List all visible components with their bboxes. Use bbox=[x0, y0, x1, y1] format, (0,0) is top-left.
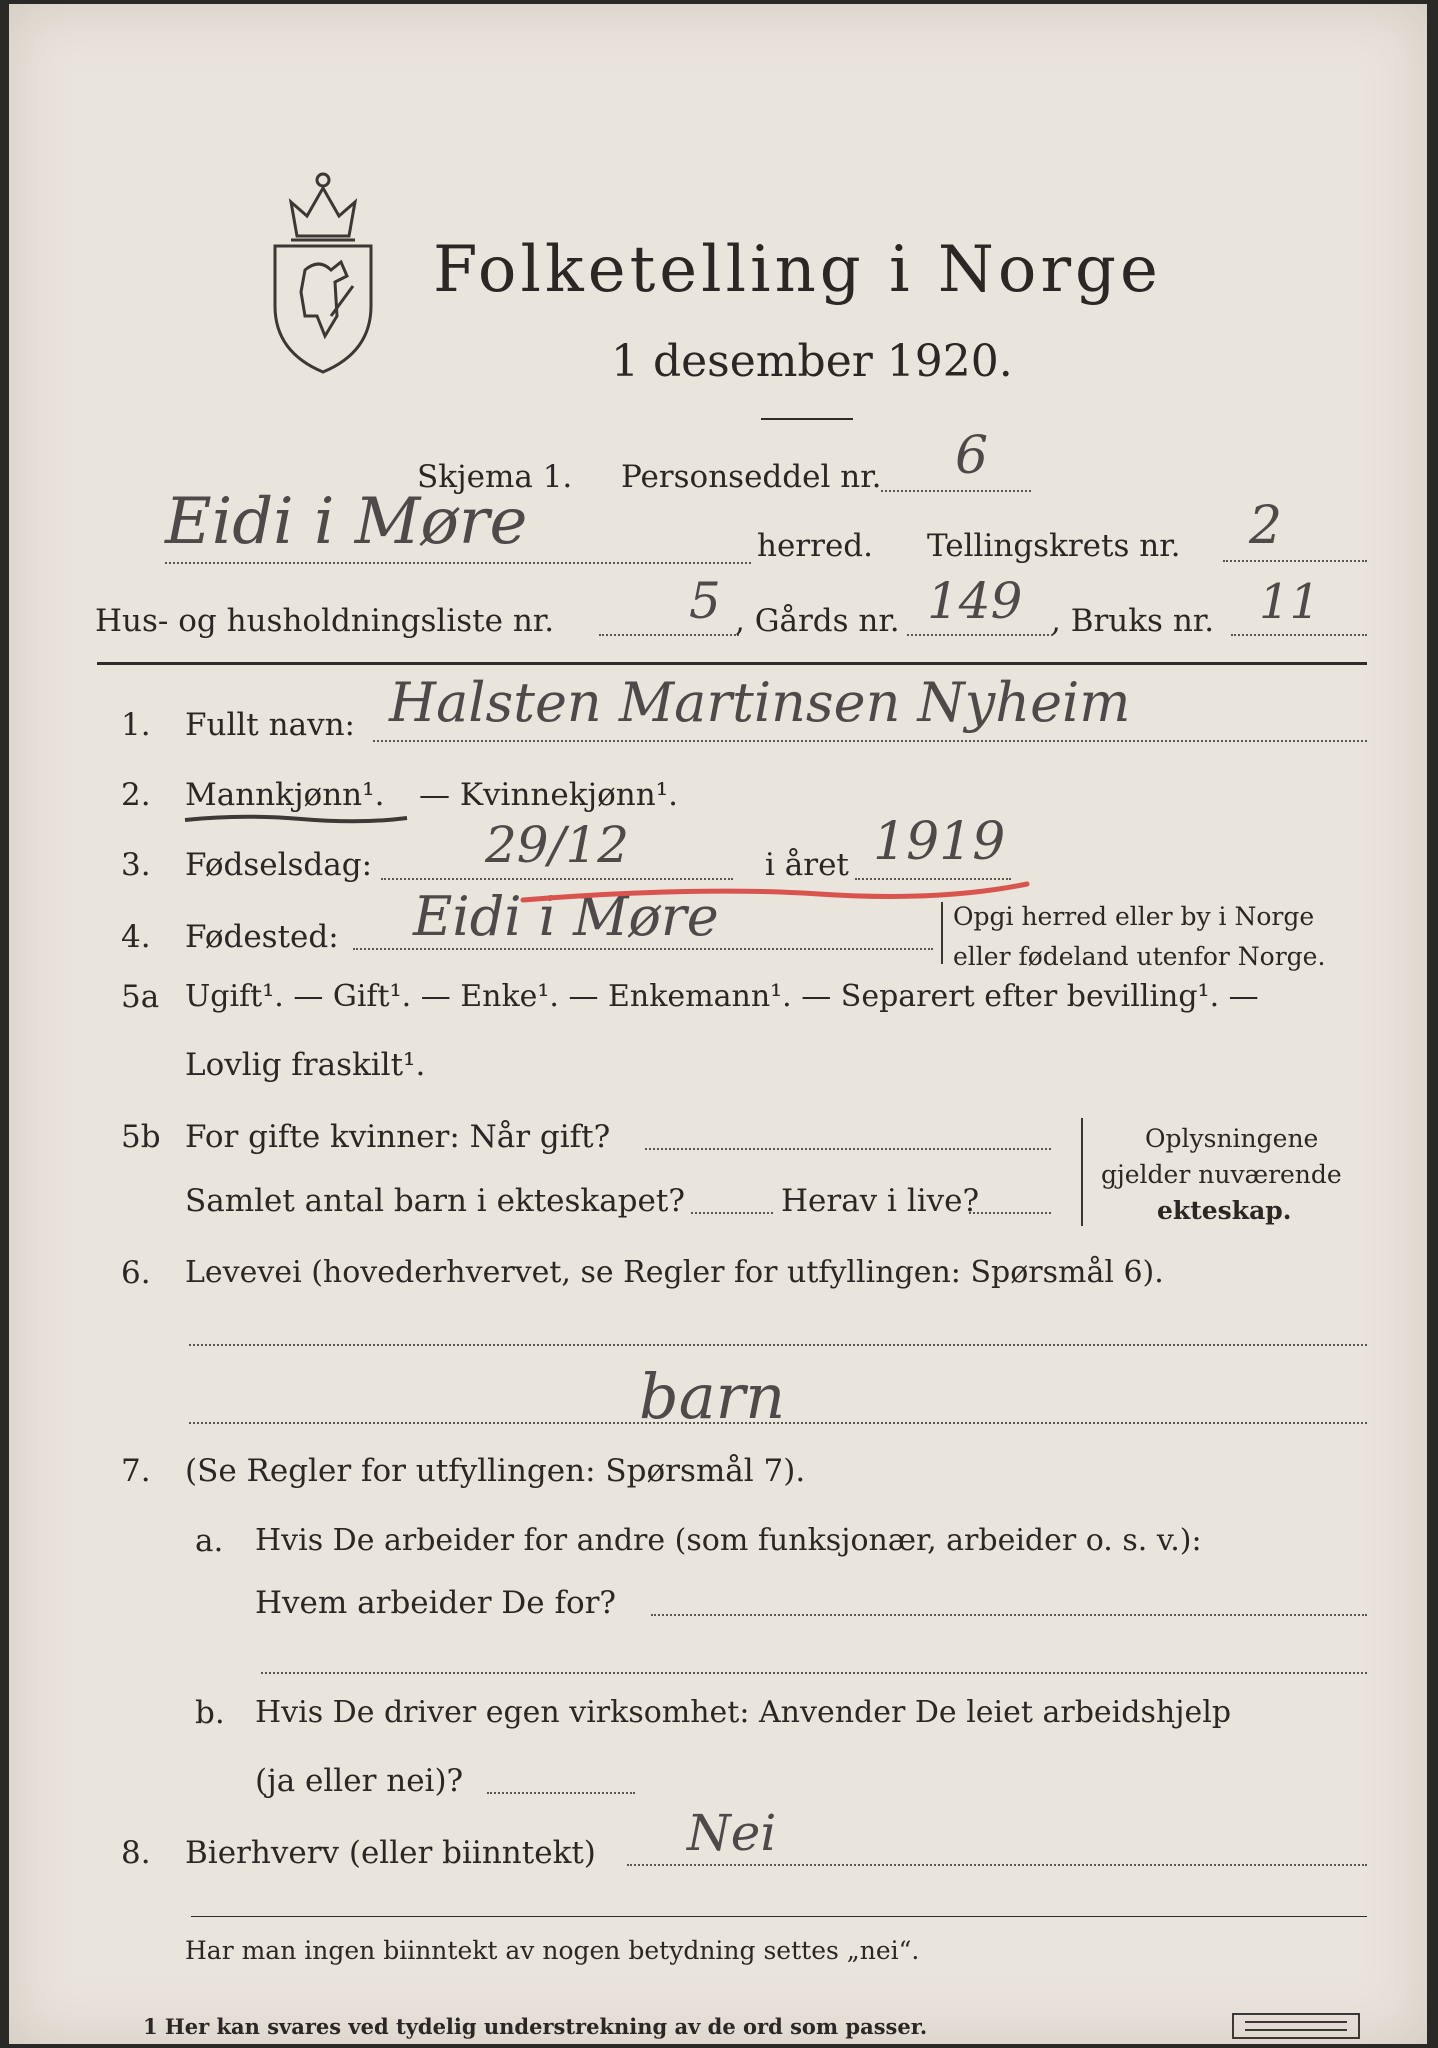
q4-note-line1: Opgi herred eller by i Norge bbox=[953, 902, 1315, 931]
q7b-line2: (ja eller nei)? bbox=[255, 1763, 464, 1799]
q5a-number: 5a bbox=[121, 979, 160, 1015]
husliste-label: Hus- og husholdningsliste nr. bbox=[95, 603, 555, 639]
q3-year-label: i året bbox=[765, 847, 849, 883]
q5b-children-line bbox=[691, 1212, 773, 1214]
bruks-label: , Bruks nr. bbox=[1051, 603, 1215, 639]
q4-line bbox=[353, 948, 933, 950]
q4-value[interactable]: Eidi i Møre bbox=[413, 885, 719, 948]
q4-note-brace bbox=[941, 902, 943, 964]
q8-line bbox=[627, 1864, 1367, 1866]
herred-line bbox=[165, 562, 751, 564]
form-title: Folketelling i Norge bbox=[433, 233, 1162, 307]
census-form bbox=[9, 4, 1427, 2044]
q5b-line2-children: Samlet antal barn i ekteskapet? bbox=[185, 1183, 685, 1219]
q7-label: (Se Regler for utfyllingen: Spørsmål 7). bbox=[185, 1453, 806, 1489]
q2-female-option[interactable]: — Kvinnekjønn¹. bbox=[419, 777, 678, 813]
gards-value[interactable]: 149 bbox=[927, 572, 1023, 630]
q7b-line bbox=[487, 1792, 635, 1794]
q5a-options[interactable]: Ugift¹. — Gift¹. — Enke¹. — Enkemann¹. — Separert efter bevilling¹. — bbox=[185, 979, 1259, 1014]
q5b-alive-line bbox=[969, 1212, 1051, 1214]
q1-label: Fullt navn: bbox=[185, 707, 355, 743]
tellingskrets-value[interactable]: 2 bbox=[1249, 496, 1283, 556]
q2-male-option[interactable]: Mannkjønn¹. bbox=[185, 777, 385, 813]
printer-stamp-icon bbox=[1231, 2012, 1361, 2040]
q5a-options-line2[interactable]: Lovlig fraskilt¹. bbox=[185, 1047, 426, 1083]
q7a-line2: Hvem arbeider De for? bbox=[255, 1585, 617, 1621]
personseddel-value[interactable]: 6 bbox=[955, 426, 989, 486]
q5b-line2-alive: Herav i live? bbox=[781, 1183, 980, 1219]
q5b-married-line bbox=[645, 1148, 1051, 1150]
q8-value[interactable]: Nei bbox=[687, 1804, 777, 1862]
q4-label: Fødested: bbox=[185, 919, 339, 955]
skjema-label: Skjema 1. bbox=[417, 459, 573, 495]
q5b-line1: For gifte kvinner: Når gift? bbox=[185, 1119, 611, 1155]
q3-label: Fødselsdag: bbox=[185, 847, 373, 883]
q3-value[interactable]: 29/12 bbox=[485, 816, 630, 874]
q6-label: Levevei (hovederhvervet, se Regler for utfyllingen: Spørsmål 6). bbox=[185, 1255, 1164, 1290]
q6-line2 bbox=[189, 1422, 1367, 1424]
personseddel-label: Personseddel nr. bbox=[621, 459, 882, 495]
husliste-line bbox=[599, 634, 739, 636]
q7a-letter: a. bbox=[195, 1523, 224, 1559]
q7b-line1: Hvis De driver egen virksomhet: Anvender De leiet arbeidshjelp bbox=[255, 1695, 1232, 1730]
q8-label: Bierhverv (eller biinntekt) bbox=[185, 1835, 596, 1871]
q8-number: 8. bbox=[121, 1835, 151, 1871]
title-divider bbox=[761, 418, 853, 420]
q5b-note-line3: ekteskap. bbox=[1157, 1196, 1292, 1225]
personseddel-line bbox=[881, 490, 1031, 492]
bruks-value[interactable]: 11 bbox=[1259, 574, 1321, 630]
q5b-note-line1: Oplysningene bbox=[1145, 1124, 1319, 1153]
herred-label: herred. bbox=[757, 528, 873, 564]
q5b-number: 5b bbox=[121, 1119, 161, 1155]
tellingskrets-label: Tellingskrets nr. bbox=[927, 528, 1181, 564]
q4-note-line2: eller fødeland utenfor Norge. bbox=[953, 942, 1326, 971]
q5b-note-brace bbox=[1081, 1118, 1083, 1226]
q3-number: 3. bbox=[121, 847, 151, 883]
q1-number: 1. bbox=[121, 707, 151, 743]
section-divider bbox=[97, 662, 1367, 665]
q4-number: 4. bbox=[121, 919, 151, 955]
q2-male-underline bbox=[181, 806, 411, 830]
q5b-note-line2: gjelder nuværende bbox=[1101, 1160, 1342, 1189]
tellingskrets-line bbox=[1223, 560, 1367, 562]
bruks-line bbox=[1231, 634, 1367, 636]
q7a-line bbox=[651, 1614, 1367, 1616]
coat-of-arms-icon bbox=[261, 166, 385, 376]
q7b-letter: b. bbox=[195, 1695, 225, 1731]
gards-label: , Gårds nr. bbox=[735, 603, 900, 639]
q7a-line-extra bbox=[261, 1672, 1367, 1674]
q6-line1 bbox=[189, 1344, 1367, 1346]
q2-number: 2. bbox=[121, 777, 151, 813]
footer-divider bbox=[191, 1916, 1367, 1917]
q3-year-value[interactable]: 1919 bbox=[873, 812, 1006, 872]
q1-value[interactable]: Halsten Martinsen Nyheim bbox=[389, 671, 1131, 734]
q7a-line1: Hvis De arbeider for andre (som funksjonær, arbeider o. s. v.): bbox=[255, 1523, 1202, 1558]
q6-value[interactable]: barn bbox=[639, 1360, 786, 1433]
husliste-value[interactable]: 5 bbox=[689, 572, 721, 630]
herred-value[interactable]: Eidi i Møre bbox=[165, 485, 528, 559]
form-date: 1 desember 1920. bbox=[611, 336, 1013, 387]
gards-line bbox=[907, 634, 1053, 636]
q6-number: 6. bbox=[121, 1255, 151, 1291]
q1-line bbox=[373, 740, 1367, 742]
footnote: 1 Her kan svares ved tydelig understrekning av de ord som passer. bbox=[143, 2014, 928, 2039]
q7-number: 7. bbox=[121, 1453, 151, 1489]
footer-note: Har man ingen biinntekt av nogen betydning settes „nei“. bbox=[185, 1936, 920, 1965]
